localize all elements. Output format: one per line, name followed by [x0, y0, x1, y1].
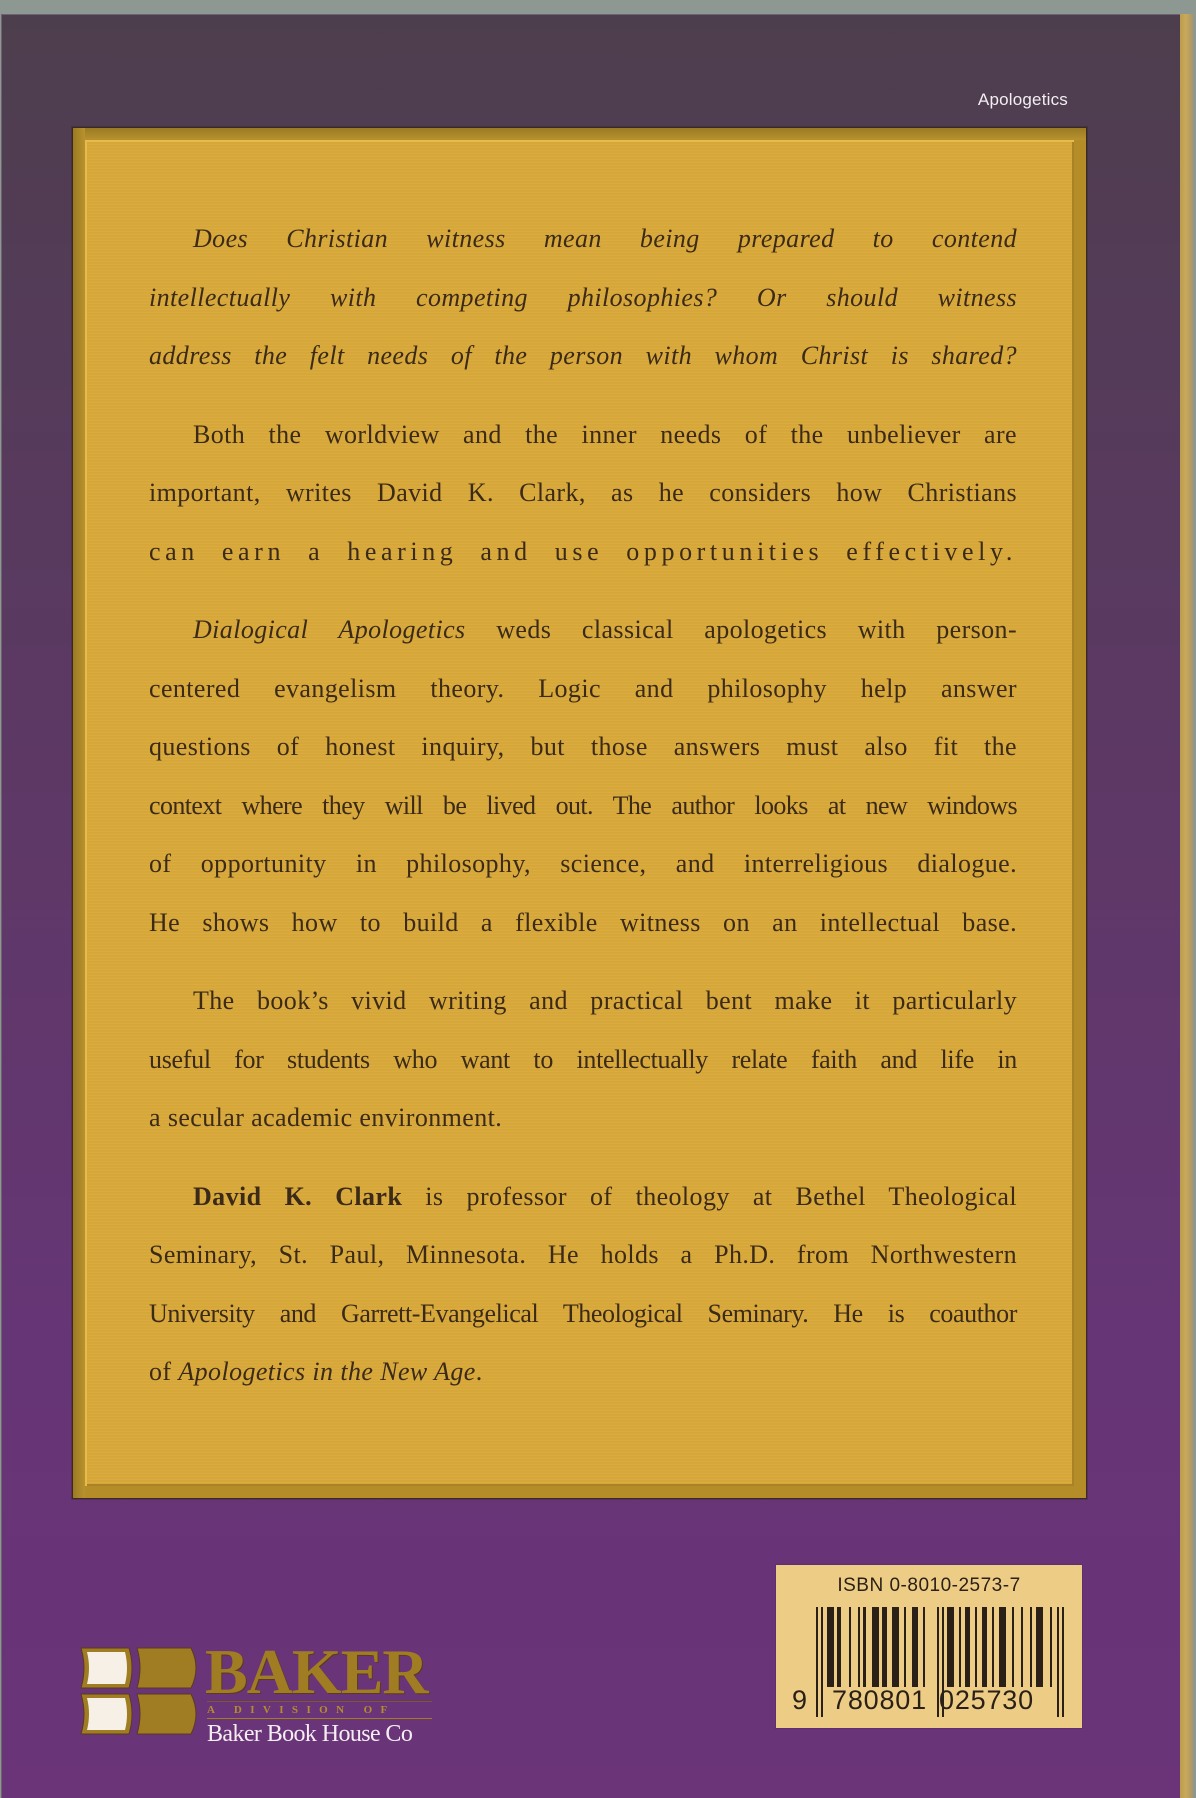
text-fragment: weds classical apologetics with person- — [465, 615, 1017, 644]
text-line: Both the worldview and the inner needs of the unbeliever are — [193, 419, 1017, 449]
text-line: University and Garrett-Evangelical Theological Seminary. He is coauthor — [149, 1298, 1017, 1328]
text-line: Does Christian witness mean being prepared to contend — [193, 224, 1017, 253]
blurb-worldview-paragraph — [149, 406, 1017, 582]
text-fragment: . — [475, 1357, 483, 1386]
coauthored-book-title: Apologetics in the New Age — [178, 1357, 476, 1386]
ean-left-digits: 780801 — [832, 1685, 927, 1715]
publisher-name: BAKER — [205, 1636, 428, 1707]
isbn-number: ISBN 0-8010-2573-7 — [837, 1575, 1021, 1596]
panel-bevel — [73, 128, 1086, 140]
text-line: centered evangelism theory. Logic and philosophy help answer — [149, 673, 1017, 703]
author-name: David K. Clark — [193, 1181, 403, 1211]
book-back-cover — [1, 14, 1180, 1798]
author-bio-paragraph — [149, 1168, 1017, 1402]
blurb-question-paragraph — [149, 210, 1017, 386]
text-line: address the felt needs of the person with whom Christ is shared? — [149, 341, 1017, 370]
text-line: important, writes David K. Clark, as he considers how Christians — [149, 478, 1017, 507]
publisher-company: Baker Book House Co — [207, 1721, 413, 1747]
text-line: can earn a hearing and use opportunities effectively. — [149, 536, 1017, 566]
publisher-division-label: A DIVISION OF — [207, 1701, 432, 1719]
blurb-text — [149, 210, 1017, 1422]
text-line — [149, 601, 1017, 660]
text-line: useful for students who want to intellectually relate faith and life in — [149, 1044, 1017, 1074]
text-line: The book’s vivid writing and practical bent make it particularly — [193, 986, 1017, 1015]
panel-bevel — [73, 128, 85, 1498]
ean-lead-digit: 9 — [792, 1685, 808, 1715]
blurb-description-paragraph — [149, 601, 1017, 952]
stacked-books-icon — [79, 1646, 203, 1738]
category-label: Apologetics — [977, 90, 1068, 109]
text-line: of opportunity in philosophy, science, and interreligious dialogue. — [149, 849, 1017, 878]
text-line: context where they will be lived out. The author looks at new windows — [149, 790, 1017, 820]
isbn-barcode — [776, 1565, 1082, 1728]
text-fragment: of — [149, 1357, 179, 1386]
text-fragment: is professor of theology at Bethel Theological — [402, 1181, 1017, 1211]
text-line: Seminary, St. Paul, Minnesota. He holds a Ph.D. from Northwestern — [149, 1240, 1017, 1269]
page-edge — [1179, 14, 1193, 1798]
publisher-logo — [79, 1636, 449, 1747]
blurb-audience-paragraph — [149, 972, 1017, 1148]
book-title: Dialogical Apologetics — [193, 615, 466, 644]
blurb-panel — [72, 127, 1087, 1499]
text-line: intellectually with competing philosophies? Or should witness — [149, 282, 1017, 312]
text-line — [149, 1168, 1017, 1227]
text-line — [149, 1343, 1017, 1402]
text-line: questions of honest inquiry, but those answers must also fit the — [149, 732, 1017, 761]
ean-right-digits: 025730 — [939, 1685, 1034, 1715]
text-line: a secular academic environment. — [149, 1103, 503, 1132]
text-line: He shows how to build a flexible witness on an intellectual base. — [149, 907, 1017, 937]
